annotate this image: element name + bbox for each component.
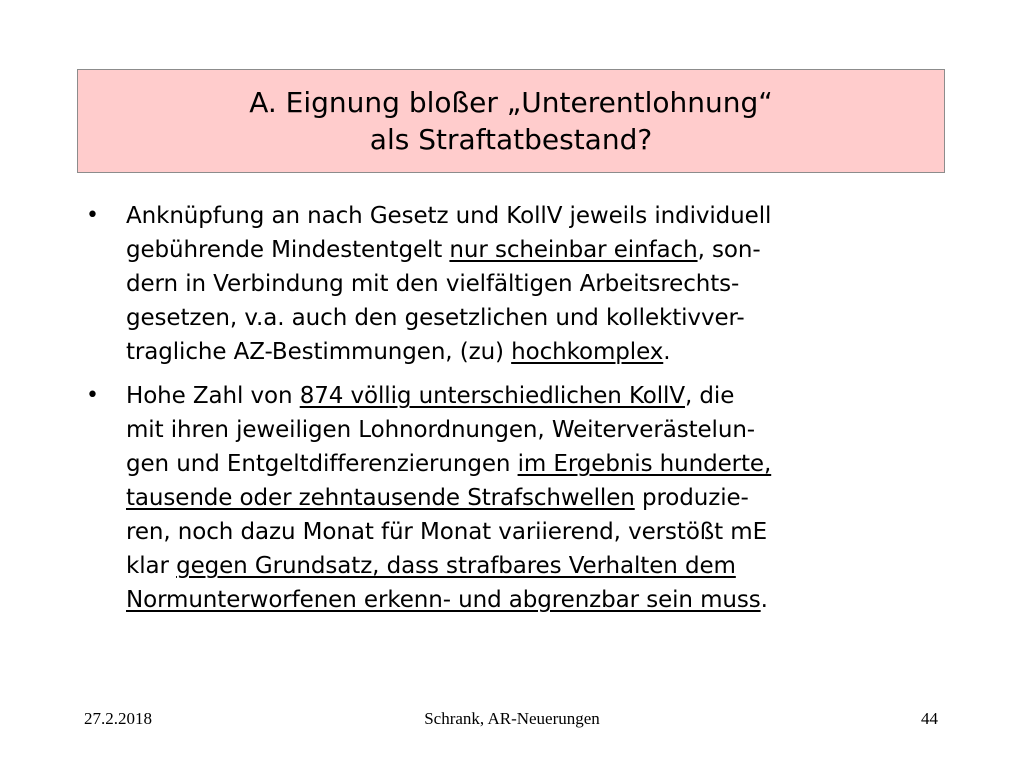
underlined-text: im Ergebnis hunderte, [517,451,772,477]
text-segment: dern in Verbindung mit den vielfältigen Arbeitsrechts- [126,271,740,297]
text-segment: klar [126,553,177,579]
bullet-dot-icon: • [86,203,99,228]
bullet-text-line [126,233,946,267]
bullet-text-line [126,413,946,447]
text-segment: tragliche AZ-Bestimmungen, (zu) [126,339,512,365]
footer-page-number: 44 [921,709,938,728]
text-segment: gen und Entgeltdifferenzierungen [126,451,518,477]
bullet-list [86,199,946,627]
text-segment: gebührende Mindestentgelt [126,237,450,263]
footer-author-topic: Schrank, AR-Neuerungen [424,709,600,728]
text-segment: ren, noch dazu Monat für Monat variierend, verstößt mE [126,519,768,545]
underlined-text: nur scheinbar einfach [449,237,698,263]
text-segment: Anknüpfung an nach Gesetz und KollV jeweils individuell [126,203,772,229]
text-segment: , son- [697,237,761,263]
text-segment: , die [684,383,735,409]
underlined-text: 874 völlig unterschiedlichen KollV [299,383,685,409]
bullet-text-line [126,335,946,369]
bullet-text-line [126,301,946,335]
bullet-text-line [126,549,946,583]
bullet-item [86,379,946,617]
slide-title-line-2: als Straftatbestand? [369,123,653,156]
bullet-text-line [126,481,946,515]
text-segment: . [663,339,671,365]
underlined-text: tausende oder zehntausende Strafschwellen [126,485,635,511]
text-segment: produzie- [634,485,749,511]
bullet-text-line [126,267,946,301]
text-segment: mit ihren jeweiligen Lohnordnungen, Weiterverästelun- [126,417,755,443]
text-segment: gesetzen, v.a. auch den gesetzlichen und kollektivver- [126,305,745,331]
bullet-text-line [126,199,946,233]
bullet-text-line [126,583,946,617]
slide-title-box [77,69,945,173]
text-segment: . [760,587,768,613]
bullet-text-line [126,447,946,481]
bullet-text-line [126,379,946,413]
underlined-text: hochkomplex [511,339,664,365]
underlined-text: gegen Grundsatz, dass strafbares Verhalten dem [176,553,736,579]
bullet-dot-icon: • [86,383,99,408]
underlined-text: Normunterworfenen erkenn- und abgrenzbar sein muss [126,587,761,613]
footer-date: 27.2.2018 [84,709,152,728]
slide-title-line-1: A. Eignung bloßer „Unterentlohnung“ [249,86,773,119]
bullet-text-line [126,515,946,549]
text-segment: Hohe Zahl von [126,383,300,409]
bullet-item [86,199,946,369]
